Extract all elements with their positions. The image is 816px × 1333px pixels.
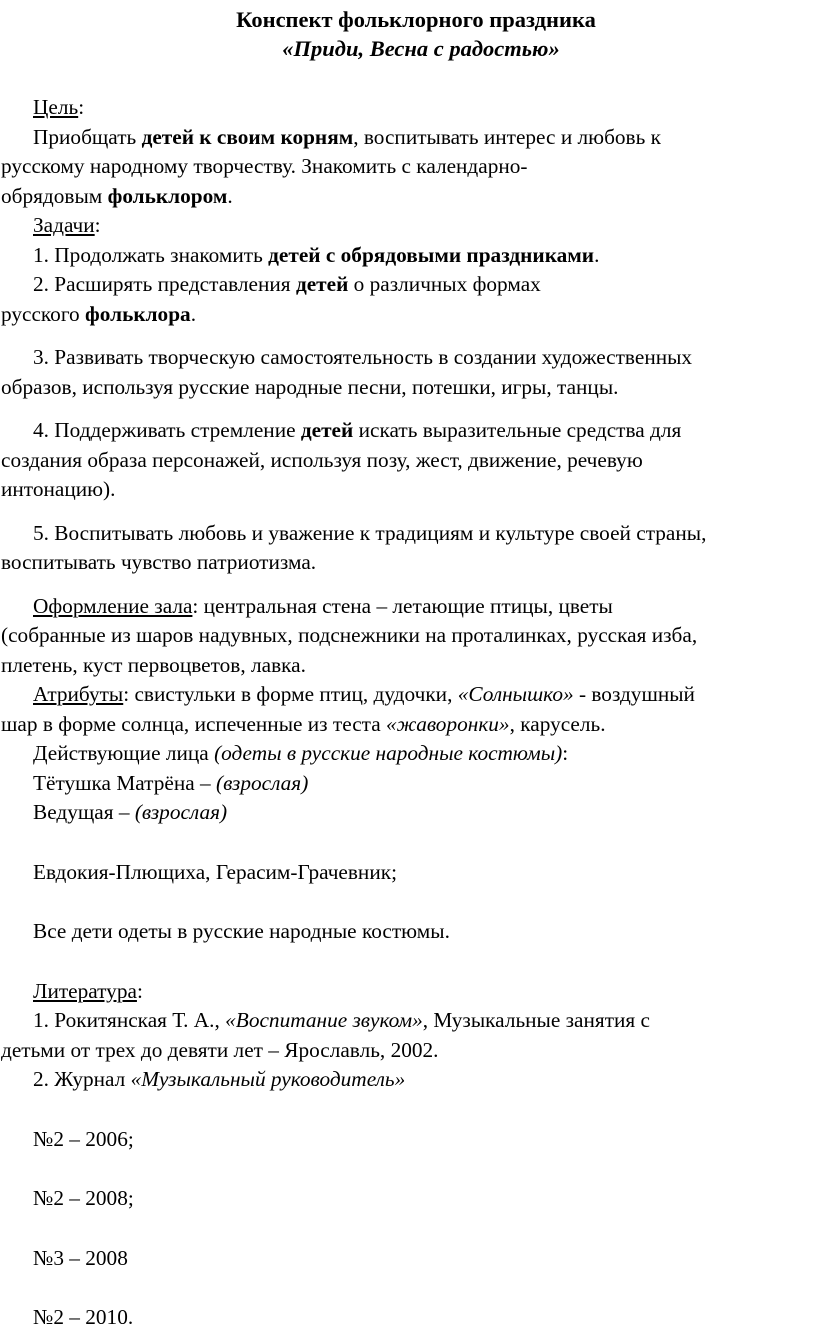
goal-text-line3: обрядовым фольклором.: [1, 183, 233, 208]
document-title: Конспект фольклорного праздника: [236, 7, 596, 32]
attributes-label: Атрибуты: [33, 682, 124, 706]
task-3-line1: 3. Развивать творческую самостоятельность в создании художественных: [33, 345, 693, 369]
characters-section: [1, 739, 801, 947]
task-1: 1. Продолжать знакомить детей с обрядовыми праздниками.: [33, 242, 600, 267]
children-costumes: Все дети одеты в русские народные костюмы.: [33, 919, 450, 943]
task-2-line2: русского фольклора.: [1, 301, 197, 326]
hall-line2: (собранные из шаров надувных, подснежники на проталинках, русская изба,: [1, 623, 698, 647]
task-4-line1: 4. Поддерживать стремление детей искать выразительные средства для: [33, 418, 682, 442]
character-3: Евдокия-Плющиха, Герасим-Грачевник;: [33, 859, 397, 884]
tasks-section: [1, 211, 801, 578]
literature-item-1-line1: 1. Рокитянская Т. А., «Воспитание звуком», Музыкальные занятия с: [33, 1008, 650, 1032]
document-page: [1, 0, 801, 1333]
goal-text-line2: русскому народному творчеству. Знакомить с календарно-: [1, 154, 528, 178]
task-5-line2: воспитывать чувство патриотизма.: [1, 550, 317, 574]
literature-heading: Литература:: [33, 978, 143, 1003]
task-5-line1: 5. Воспитывать любовь и уважение к традициям и культуре своей страны,: [33, 520, 707, 545]
task-2-line1: 2. Расширять представления детей о различных формах: [33, 272, 541, 296]
goal-section: [1, 93, 801, 211]
journal-issue: №2 – 2010.: [33, 1305, 134, 1329]
character-2: Ведущая – (взрослая): [33, 800, 228, 824]
literature-label: Литература: [33, 978, 137, 1003]
goal-heading: Цель:: [33, 95, 85, 119]
literature-item-1-line2: детьми от трех до девяти лет – Ярославль, 2002.: [1, 1037, 439, 1062]
tasks-heading: Задачи:: [33, 213, 101, 237]
attributes-line2: шар в форме солнца, испеченные из теста «жаворонки», карусель.: [1, 711, 606, 736]
characters-heading: Действующие лица (одеты в русские народные костюмы):: [33, 741, 569, 765]
task-4-line3: интонацию).: [1, 477, 116, 501]
goal-label: Цель: [33, 95, 79, 119]
hall-section: [1, 592, 801, 681]
character-1: Тётушка Матрёна – (взрослая): [33, 770, 309, 795]
task-3-line2: образов, используя русские народные песни, потешки, игры, танцы.: [1, 374, 619, 399]
hall-label: Оформление зала: [33, 593, 193, 618]
hall-line1: Оформление зала: центральная стена – летающие птицы, цветы: [33, 593, 613, 618]
goal-text-line1: Приобщать детей к своим корням, воспитывать интерес и любовь к: [33, 124, 661, 149]
literature-section: [1, 977, 801, 1333]
task-4-line2: создания образа персонажей, используя позу, жест, движение, речевую: [1, 447, 643, 472]
literature-item-2: 2. Журнал «Музыкальный руководитель»: [33, 1067, 406, 1091]
journal-issue: №2 – 2008;: [33, 1186, 134, 1210]
tasks-label: Задачи: [33, 213, 95, 237]
document-subtitle: «Приди, Весна с радостью»: [282, 36, 560, 61]
journal-issue: №3 – 2008: [33, 1245, 128, 1270]
hall-line3: плетень, куст первоцветов, лавка.: [1, 652, 306, 677]
attributes-line1: Атрибуты: свистульки в форме птиц, дудочки, «Солнышко» - воздушный: [33, 682, 695, 706]
journal-issue: №2 – 2006;: [33, 1126, 134, 1151]
attributes-section: [1, 680, 801, 739]
